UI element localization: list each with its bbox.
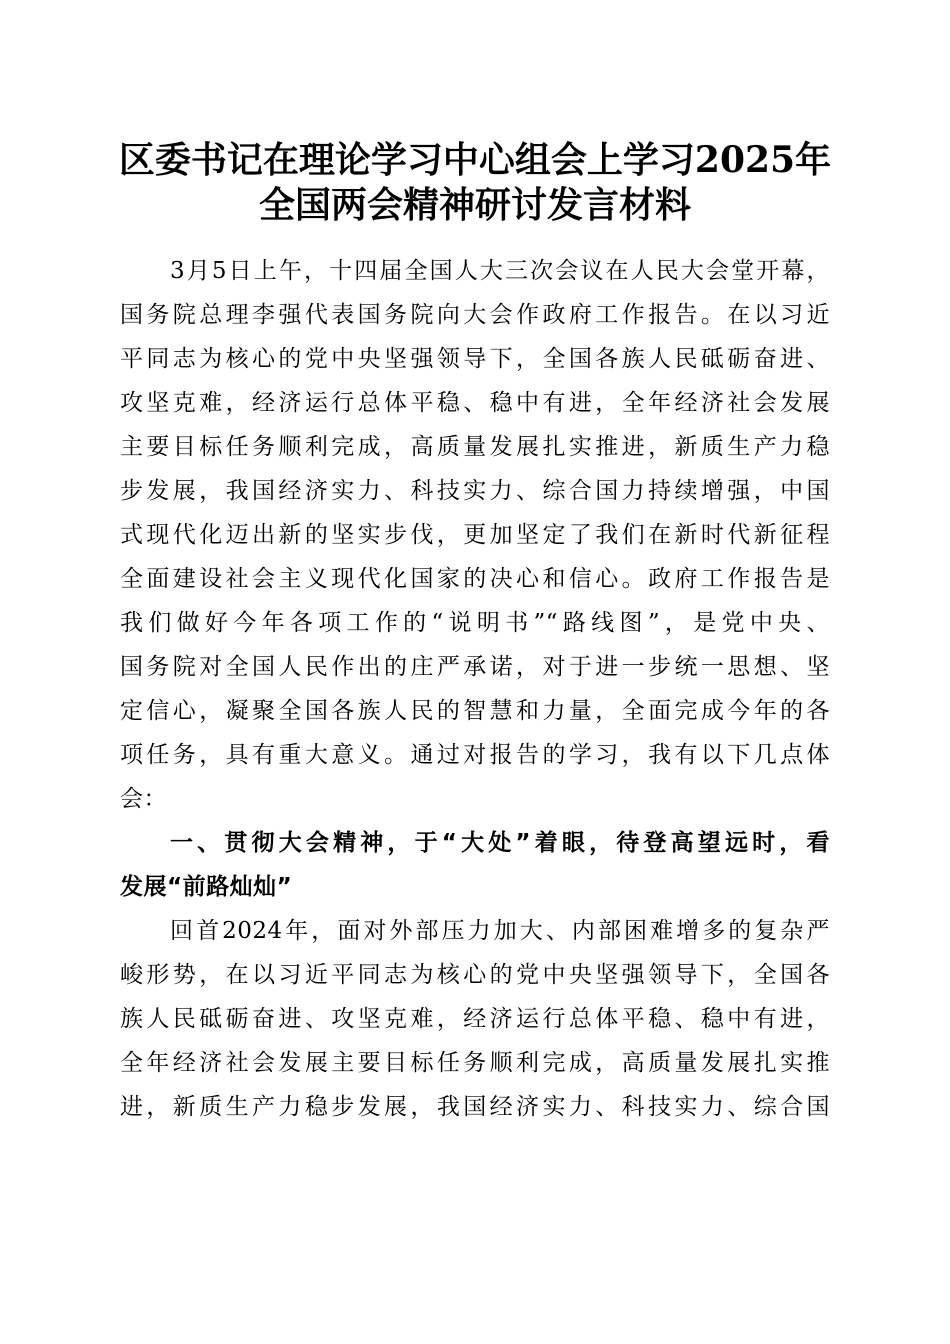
document-title-line-2: 全国两会精神研讨发言材料 (258, 184, 691, 226)
paragraph-line: 步发展，我国经济实力、科技实力、综合国力持续增强，中国 (120, 478, 830, 504)
paragraph-line: 攻坚克难，经济运行总体平稳、稳中有进，全年经济社会发展 (120, 390, 830, 416)
paragraph-line: 会： (120, 786, 167, 812)
paragraph-line: 我们做好今年各项工作的“说明书”“路线图”，是党中央、 (120, 610, 830, 636)
paragraph-line: 项任务，具有重大意义。通过对报告的学习，我有以下几点体 (120, 742, 830, 768)
paragraph-line: 式现代化迈出新的坚实步伐，更加坚定了我们在新时代新征程 (120, 522, 830, 548)
paragraph-line: 主要目标任务顺利完成，高质量发展扎实推进，新质生产力稳 (120, 434, 830, 460)
heading-line: 发展“前路灿灿” (120, 874, 293, 900)
paragraph-line: 全面建设社会主义现代化国家的决心和信心。政府工作报告是 (120, 566, 830, 592)
paragraph-line: 回首2024年，面对外部压力加大、内部困难增多的复杂严 (170, 918, 830, 944)
paragraph-line: 定信心，凝聚全国各族人民的智慧和力量，全面完成今年的各 (120, 698, 830, 724)
paragraph-line: 族人民砥砺奋进、攻坚克难，经济运行总体平稳、稳中有进， (120, 1006, 830, 1032)
paragraph-line: 平同志为核心的党中央坚强领导下，全国各族人民砥砺奋进、 (120, 346, 830, 372)
paragraph-line: 3月5日上午，十四届全国人大三次会议在人民大会堂开幕， (170, 258, 830, 284)
paragraph-line: 全年经济社会发展主要目标任务顺利完成，高质量发展扎实推 (120, 1050, 830, 1076)
paragraph-line: 进，新质生产力稳步发展，我国经济实力、科技实力、综合国 (120, 1094, 830, 1120)
paragraph-line: 国务院对全国人民作出的庄严承诺，对于进一步统一思想、坚 (120, 654, 830, 680)
document-title-line-1: 区委书记在理论学习中心组会上学习2025年 (118, 139, 832, 181)
paragraph-line: 峻形势，在以习近平同志为核心的党中央坚强领导下，全国各 (120, 962, 830, 988)
paragraph-line: 国务院总理李强代表国务院向大会作政府工作报告。在以习近 (120, 302, 830, 328)
heading-line: 一、贯彻大会精神，于“大处”着眼，待登高望远时，看 (170, 830, 830, 856)
